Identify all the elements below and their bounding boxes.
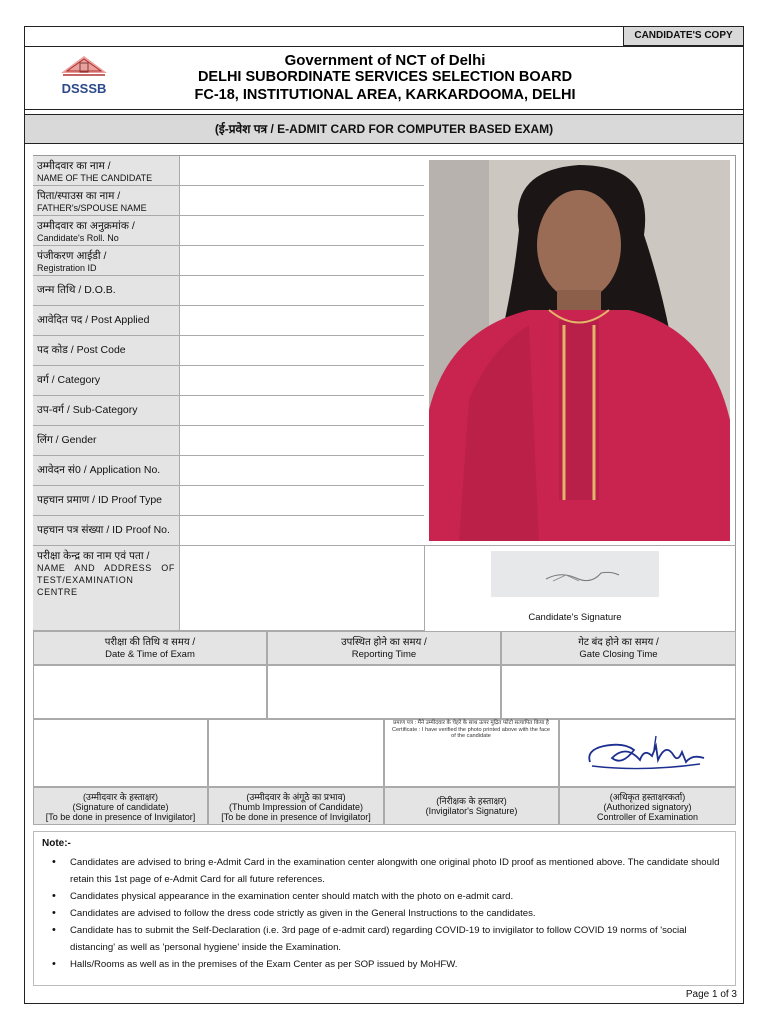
value-id-proof-type: [179, 486, 424, 516]
label-hindi: पिता/स्पाउस का नाम /: [37, 190, 121, 202]
gate-closing-time-header: [501, 631, 736, 665]
sign-label-hindi: (उम्मीदवार के अंगूठे का प्रभाव): [246, 792, 346, 802]
label-english: Candidate's Roll. No: [37, 233, 119, 243]
certificate-hindi: प्रमाण पत्र : मैंने उम्मीदवार के चेहरे के साथ ऊपर मुद्रित फोटो सत्यापित किया है: [393, 720, 549, 726]
sign-label-english: (Thumb Impression of Candidate): [228, 802, 364, 812]
invigilator-signature-label: [384, 787, 559, 825]
note-item: • Candidates are advised to follow the dress code strictly as given in the General Instructions to the candidates.: [52, 905, 732, 922]
timing-hindi: गेट बंद होने का समय /: [578, 637, 659, 648]
page-indicator: Page 1 of 3: [685, 989, 737, 1000]
label-hindi: उम्मीदवार का अनुक्रमांक /: [37, 220, 135, 232]
authorized-signatory-label: [559, 787, 736, 825]
label-category: वर्ग / Category: [33, 366, 179, 396]
candidate-signature-image: [491, 551, 659, 597]
timing-hindi: उपस्थित होने का समय /: [341, 637, 427, 648]
controller-signature-image: [582, 732, 712, 776]
value-dob: [179, 276, 424, 306]
value-father-name: [179, 186, 424, 216]
label-hindi: उम्मीदवार का नाम /: [37, 160, 111, 172]
sign-label-english: (Signature of candidate): [72, 802, 169, 812]
label-exam-centre: [33, 546, 179, 631]
label-hindi: परीक्षा केन्द्र का नाम एवं पता /: [37, 550, 150, 562]
label-id-proof-type: पहचान प्रमाण / ID Proof Type: [33, 486, 179, 516]
admit-card-title: (ई-प्रवेश पत्र / E-ADMIT CARD FOR COMPUTER BASED EXAM): [24, 114, 744, 144]
label-registration-id: [33, 246, 179, 276]
candidate-photo-image: [429, 160, 730, 541]
value-category: [179, 366, 424, 396]
note-item: • Halls/Rooms as well as in the premises of the Exam Center as per SOP issued by MoHFW.: [52, 956, 732, 973]
notes-title: Note:-: [42, 838, 71, 849]
timing-english: Reporting Time: [351, 649, 417, 660]
value-sub-category: [179, 396, 424, 426]
header-address: FC-18, INSTITUTIONAL AREA, KARKARDOOMA, DELHI: [194, 87, 576, 103]
value-application-no: [179, 456, 424, 486]
reporting-time-value: [267, 665, 501, 719]
candidate-signature-box: [33, 719, 208, 787]
reporting-time-header: [267, 631, 501, 665]
label-english: Registration ID: [37, 263, 97, 273]
timing-english: Date & Time of Exam: [105, 649, 195, 660]
value-post-code: [179, 336, 424, 366]
candidate-copy-tag: CANDIDATE'S COPY: [623, 26, 744, 46]
label-post-code: पद कोड / Post Code: [33, 336, 179, 366]
dsssb-logo: [43, 53, 125, 101]
value-exam-centre: [179, 546, 424, 631]
label-sub-category: उप-वर्ग / Sub-Category: [33, 396, 179, 426]
sign-label-note: [To be done in presence of Invigilator]: [221, 812, 371, 822]
label-candidate-name: [33, 156, 179, 186]
value-id-proof-no: [179, 516, 424, 546]
header: [24, 46, 744, 110]
label-english: NAME AND ADDRESS OF TEST/EXAMINATION CENTRE: [37, 563, 175, 597]
label-english: FATHER's/SPOUSE NAME: [37, 203, 147, 213]
candidate-signature-label: [33, 787, 208, 825]
sign-label-hindi: (निरीक्षक के हस्ताक्षर): [436, 796, 507, 806]
note-item: • Candidates are advised to bring e-Admit Card in the examination center alongwith one original photo ID proof as mentioned above. The candidate should retain this 1st page of e-Admit Card for all future references.: [52, 854, 732, 888]
value-roll-no: [179, 216, 424, 246]
exam-date-time-value: [33, 665, 267, 719]
timing-hindi: परीक्षा की तिथि व समय /: [104, 637, 196, 648]
label-post-applied: आवेदित पद / Post Applied: [33, 306, 179, 336]
note-item: • Candidates physical appearance in the examination center should match with the photo on e-admit card.: [52, 888, 732, 905]
certificate-english: Certificate : I have verified the photo printed above with the face of the candidate: [392, 726, 550, 739]
thumb-impression-box: [208, 719, 384, 787]
sign-label-english: (Authorized signatory): [603, 802, 692, 812]
label-id-proof-no: पहचान पत्र संख्या / ID Proof No.: [33, 516, 179, 546]
header-board-name: DELHI SUBORDINATE SERVICES SELECTION BOARD: [197, 69, 573, 85]
note-item: • Candidate has to submit the Self-Declaration (i.e. 3rd page of e-admit card) regarding COVID-19 to invigilator to follow COVID 19 norms of 'social distancing' as well as 'personal hygiene' inside the Examination.: [52, 922, 732, 956]
sign-label-hindi: (उम्मीदवार के हस्ताक्षर): [83, 792, 158, 802]
value-gender: [179, 426, 424, 456]
label-gender: लिंग / Gender: [33, 426, 179, 456]
sign-label-hindi: (अधिकृत हस्ताक्षरकर्ता): [609, 792, 686, 802]
value-post-applied: [179, 306, 424, 336]
candidate-signature-caption: Candidate's Signature: [528, 612, 622, 623]
sign-label-note: Controller of Examination: [596, 812, 699, 822]
header-government: Government of NCT of Delhi: [284, 52, 486, 69]
candidate-photo: [429, 160, 730, 541]
sign-label-english: (Invigilator's Signature): [425, 806, 518, 816]
value-registration-id: [179, 246, 424, 276]
sign-label-note: [To be done in presence of Invigilator]: [45, 812, 196, 822]
invigilator-certificate: [389, 720, 553, 740]
label-dob: जन्म तिथि / D.O.B.: [33, 276, 179, 306]
timing-english: Gate Closing Time: [579, 649, 658, 660]
value-candidate-name: [179, 156, 424, 186]
label-roll-no: [33, 216, 179, 246]
exam-date-time-header: [33, 631, 267, 665]
label-hindi: पंजीकरण आईडी /: [37, 250, 107, 262]
logo-text: DSSSB: [61, 81, 107, 96]
thumb-impression-label: [208, 787, 384, 825]
label-father-name: [33, 186, 179, 216]
label-english: NAME OF THE CANDIDATE: [37, 173, 153, 183]
label-application-no: आवेदन सं0 / Application No.: [33, 456, 179, 486]
gate-closing-time-value: [501, 665, 736, 719]
notes-list: [52, 854, 732, 973]
